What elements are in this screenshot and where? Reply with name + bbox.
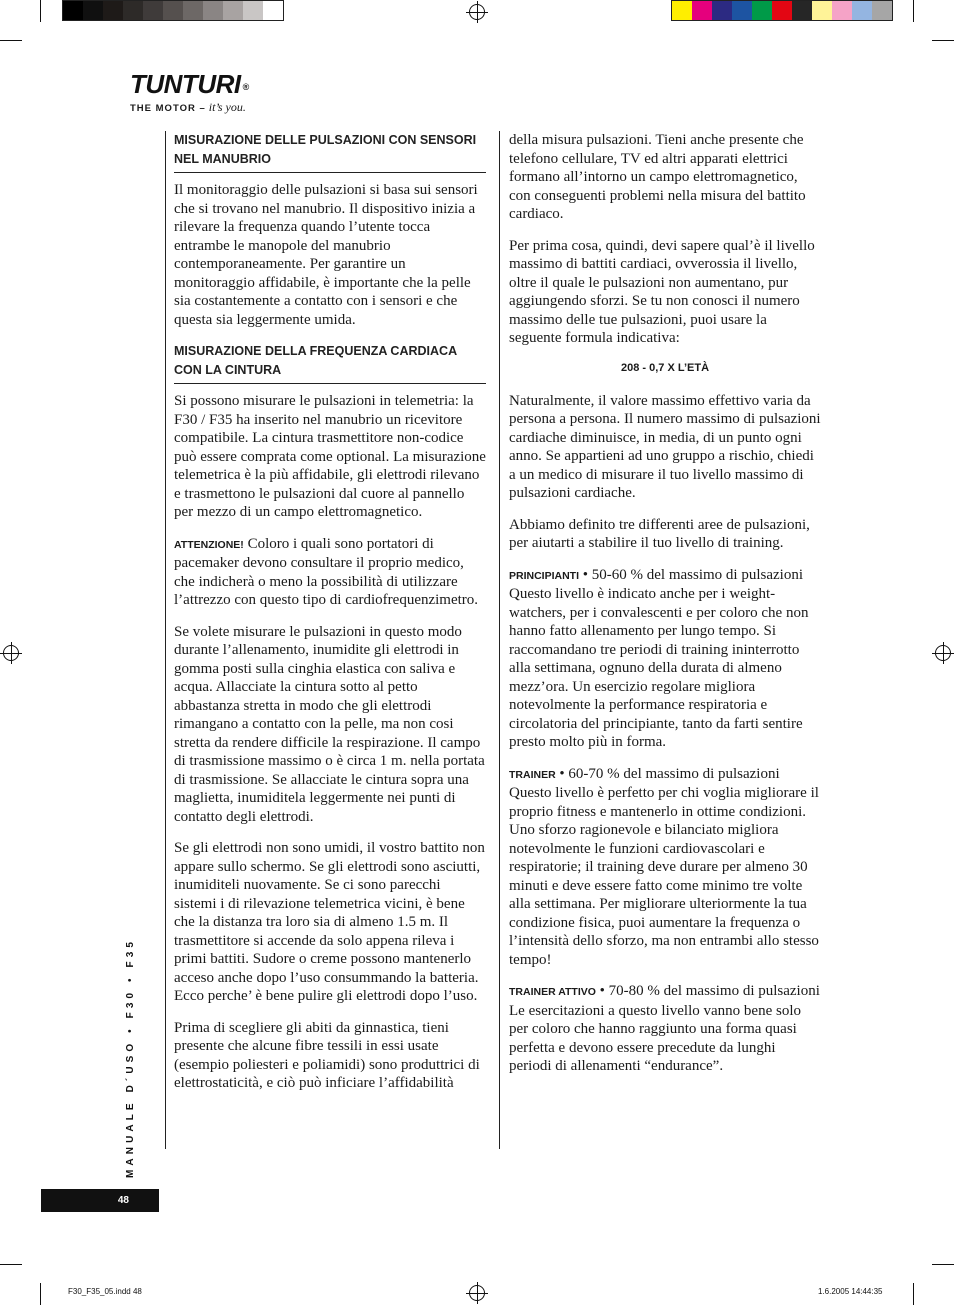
color-swatch: [243, 1, 263, 20]
paragraph: Si possono misurare le pulsazioni in telemetria: la F30 / F35 ha inserito nel manubrio un ricevitore compatibile. La cintura trasmettitore non-codice può essere comprata come optional. La misurazione telemetrica è la più affidabile, gli elettrodi rilevano e trasmettono le pulsazioni dal cuore al pannello per mezzo di un campo elettromagnetico.: [174, 393, 486, 520]
slug-timestamp: 1.6.2005 14:44:35: [818, 1287, 883, 1296]
color-swatch: [263, 1, 283, 20]
registration-mark-icon: [469, 4, 485, 20]
zone-range-beginners: • 50-60 % del massimo di pulsazioni: [579, 566, 803, 583]
color-swatch: [163, 1, 183, 20]
color-swatch: [83, 1, 103, 20]
zone-active-trainer: [509, 982, 821, 1076]
color-swatch: [672, 1, 692, 20]
logo-tagline-main: THE MOTOR –: [130, 103, 206, 114]
zone-trainer: [509, 765, 821, 970]
color-swatch: [872, 1, 892, 20]
color-swatch: [772, 1, 792, 20]
zone-text-trainer: Questo livello è perfetto per chi voglia migliorare il proprio fitness e mantenerlo in ottime condizioni. Uno sforzo ragionevole e bilanciato migliora notevolmente le funzioni cardiovascolari e respiratorie; il training deve durare per almeno 30 minuti e deve essere fatto come minimo tre volte alla settimana. Per migliorare ulteriormente la tua condizione fisica, puoi aumentare la frequenza o l’intensità dello sforzo, ma non entrambi allo stesso tempo!: [509, 785, 819, 968]
paragraph: Naturalmente, il valore massimo effettivo varia da persona a persona. Il numero massimo di pulsazioni cardiache diminuisce, in media, di un punto ogni anno. Se appartieni ad uno gruppo a rischio, chiedi a un medico di misurare il tuo livello massimo di pulsazioni cardiache.: [509, 392, 821, 501]
max-heart-rate-formula: 208 - 0,7 X L’ETÀ: [620, 361, 710, 374]
manual-side-label: MANUALE D´USO • F30 • F35: [125, 937, 136, 1178]
process-color-bar: [671, 0, 893, 21]
logo-registered-mark: ®: [242, 82, 249, 92]
warning-text: Coloro i quali sono portatori di pacemaker devono consultare il proprio medico, che indicherà o meno la possibilità di utilizzare l’attrezzo con questo tipo di cardiofrequenzimetro.: [174, 535, 479, 608]
logo-brand-text: TUNTURI: [130, 69, 241, 99]
crop-mark: [40, 1283, 41, 1305]
zone-text-active-trainer: Le esercitazioni a questo livello vanno bene solo per coloro che hanno raggiunto una forma quasi perfetta e devono essere precedute da lunghi periodi di allenamenti “endurance”.: [509, 1002, 801, 1074]
color-swatch: [103, 1, 123, 20]
zone-label-beginners: PRINCIPIANTI: [509, 569, 580, 582]
crop-mark: [932, 1264, 954, 1265]
paragraph: della misura pulsazioni. Tieni anche presente che telefono cellulare, TV ed altri apparati elettrici formano all’intorno un campo elettromagnetico, con conseguenti problemi nella misura del battito cardiaco.: [509, 132, 806, 222]
zone-label-trainer: TRAINER: [509, 768, 556, 781]
logo-tagline-italic: it’s you.: [205, 100, 246, 114]
warning-paragraph: [174, 535, 486, 610]
brand-logo: [130, 70, 249, 115]
color-swatch: [63, 1, 83, 20]
right-column: [509, 131, 821, 1089]
paragraph: Per prima cosa, quindi, devi sapere qual’è il livello massimo di battiti cardiaci, ovverossia il livello, oltre il quale le pulsazioni non aumentano, pur aggiungendo sforzi. Se tu non conosci il numero massimo delle tue pulsazioni, puoi usare la seguente formula indicativa:: [509, 237, 815, 346]
zone-beginners: [509, 566, 821, 752]
slug-filename: F30_F35_05.indd 48: [68, 1287, 142, 1296]
crop-mark: [0, 1264, 22, 1265]
zone-text-beginners: Questo livello è indicato anche per i weight-watchers, per i convalescenti e per coloro che non hanno fatto allenamento per lungo tempo. Si raccomandano tre periodi di training ininterrotto alla settimana, ognuno della durata di almeno mezz’ora. Un esercizio regolare migliora notevolmente la performance respiratoria e circolatoria del principiante, tanto da farti sentire presto molto più in forma.: [509, 586, 809, 750]
color-swatch: [752, 1, 772, 20]
paragraph: Il monitoraggio delle pulsazioni si basa sui sensori che si trovano nel manubrio. Il dispositivo inizia a rilevare la frequenza quando l’utente tocca entrambe le manopole del manubrio contemporaneamente. Per garantire un monitoraggio affidabile, è importante che la pelle sia costantemente a contatto con i sensori e che questa sia leggermente umida.: [174, 182, 478, 328]
color-swatch: [732, 1, 752, 20]
left-column: [174, 131, 486, 1106]
warning-label: ATTENZIONE!: [174, 538, 244, 551]
paragraph: Se gli elettrodi non sono umidi, il vostro battito non appare sullo schermo. Se gli elettrodi sono asciutti, inumiditeli nuovamente. Se ci sono parecchi sistemi i di rilevazione telemetrica vicini, è bene che la distanza tra loro sia di almeno 1.5 m. Il trasmettitore si accende da solo appena rileva i primi battiti. Sudore o creme possono mantenerlo acceso anche dopo l’uso consummando la batteria. Ecco perche’ è bene pulire gli elettrodi dopo l’uso.: [174, 840, 485, 1004]
color-swatch: [792, 1, 812, 20]
color-swatch: [203, 1, 223, 20]
color-swatch: [832, 1, 852, 20]
color-swatch: [123, 1, 143, 20]
column-rule: [165, 131, 166, 1149]
column-rule: [499, 131, 500, 1149]
zone-label-active-trainer: TRAINER ATTIVO: [509, 986, 596, 998]
zone-range-active-trainer: • 70-80 % del massimo di pulsazioni: [595, 983, 820, 999]
registration-mark-icon: [935, 645, 951, 661]
paragraph: Abbiamo definito tre differenti aree de pulsazioni, per aiutarti a stabilire il tuo livello di training.: [509, 516, 810, 551]
crop-mark: [932, 40, 954, 41]
section-heading-handlebar-sensors: MISURAZIONE DELLE PULSAZIONI CON SENSORI NEL MANUBRIO: [174, 131, 486, 173]
logo-tagline: [130, 100, 249, 115]
color-swatch: [143, 1, 163, 20]
logo-wordmark: [130, 70, 249, 101]
section-heading-chest-strap: MISURAZIONE DELLA FREQUENZA CARDIACA CON LA CINTURA: [174, 342, 486, 384]
color-swatch: [812, 1, 832, 20]
crop-mark: [913, 0, 914, 22]
registration-mark-icon: [3, 645, 19, 661]
crop-mark: [40, 0, 41, 22]
paragraph: Se volete misurare le pulsazioni in questo modo durante l’allenamento, inumidite gli elettrodi in gomma posti sulla cinghia elastica con saliva e acqua. Allacciate la cintura sotto al petto abbastanza stretta in modo che gli elettrodi rimangano a contatto con la pelle, ma non cosi stretta da rendere difficile la respirazione. Il campo di trasmissione massimo o è circa 1 m. nella portata di trasmissione. Se allacciate le cintura sopra una maglietta, inumiditela leggermente nei punti di contatto degli elettrodi.: [174, 623, 485, 825]
gray-color-bar: [62, 0, 284, 21]
color-swatch: [223, 1, 243, 20]
paragraph: Prima di scegliere gli abiti da ginnastica, tieni presente che alcune fibre tessili in essi usate (esempio poliesteri e poliamidi) sono produttrici di elettrostaticità, e ciò può inficiare l’affidabilità: [174, 1019, 480, 1091]
crop-mark: [0, 40, 22, 41]
color-swatch: [692, 1, 712, 20]
color-swatch: [183, 1, 203, 20]
zone-range-trainer: • 60-70 % del massimo di pulsazioni: [555, 765, 780, 782]
color-swatch: [852, 1, 872, 20]
color-swatch: [712, 1, 732, 20]
registration-mark-icon: [469, 1285, 485, 1301]
page-number: 48: [41, 1189, 159, 1212]
crop-mark: [913, 1283, 914, 1305]
